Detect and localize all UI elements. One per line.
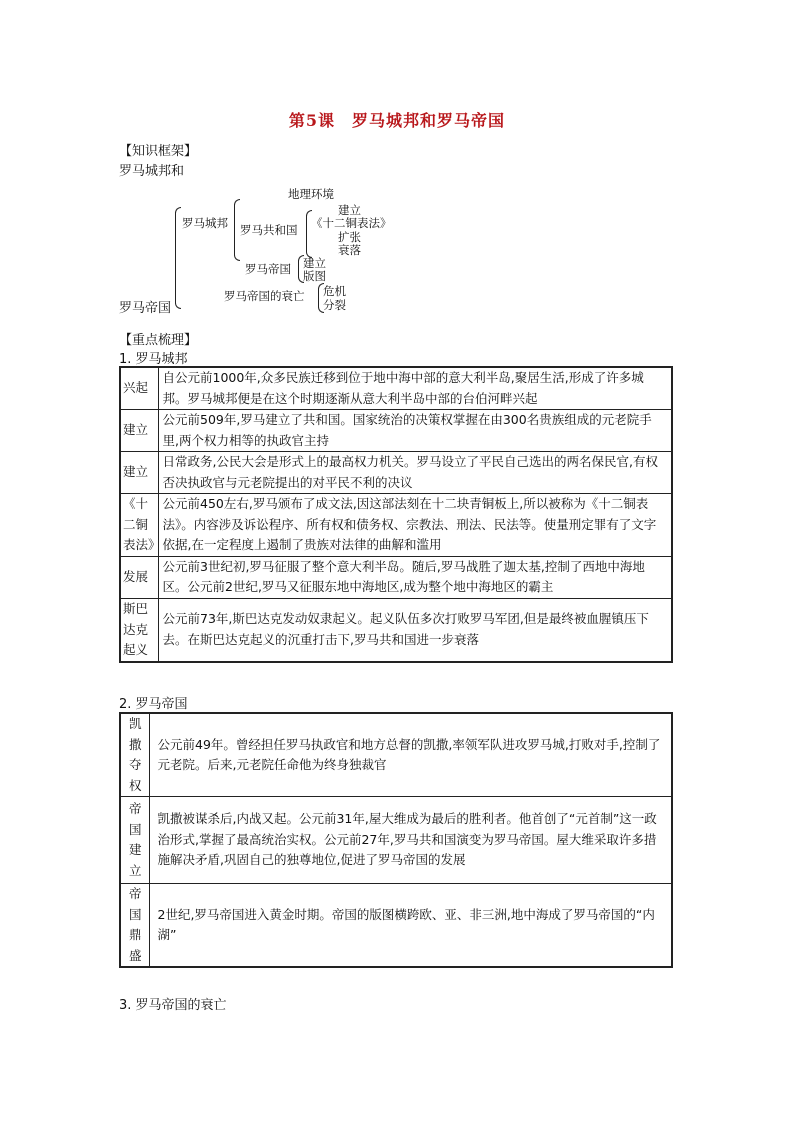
row-label: 帝国建立: [120, 797, 149, 884]
framework-bottom-label: 罗马帝国: [119, 301, 172, 316]
row-text: 公元前450左右,罗马颁布了成文法,因这部法刻在十二块青铜板上,所以被称为《十二铜表法》。内容涉及诉讼程序、所有权和债务权、宗教法、刑法、民法等。使量刑定罪有了文字依据,在一定程度上遏制了贵族对法律的曲解和滥用: [158, 494, 672, 557]
framework-heading: 【知识框架】: [119, 144, 198, 159]
row-label: 凯撒夺权: [120, 713, 149, 797]
row-label: 《十二铜表法》: [120, 494, 158, 557]
empire-item-2: 版图: [303, 269, 326, 283]
city-state-label: 罗马城邦: [182, 216, 228, 230]
row-label: 发展: [120, 556, 158, 598]
row-text: 凯撒被谋杀后,内战又起。公元前31年,屋大维成为最后的胜利者。他首创了“元首制”这一政治形式,掌握了最高统治实权。公元前27年,罗马共和国演变为罗马帝国。屋大维采取许多措施解决矛盾,巩固自己的独尊地位,促进了罗马帝国的发展: [149, 797, 672, 884]
table-row: [120, 884, 672, 968]
table-row: [120, 713, 672, 797]
row-text: 公元前3世纪初,罗马征服了整个意大利半岛。随后,罗马战胜了迦太基,控制了西地中海地区。公元前2世纪,罗马又征服东地中海地区,成为整个地中海地区的霸主: [158, 556, 672, 598]
row-text: 公元前509年,罗马建立了共和国。国家统治的决策权掌握在由300名贵族组成的元老院手里,两个权力相等的执政官主持: [158, 410, 672, 452]
decline-item-1: 危机: [323, 284, 346, 298]
republic-label: 罗马共和国: [240, 223, 298, 237]
table-row: [120, 410, 672, 452]
table-row: [120, 556, 672, 598]
row-text: 2世纪,罗马帝国进入黄金时期。帝国的版图横跨欧、亚、非三洲,地中海成了罗马帝国的“内湖”: [149, 884, 672, 968]
page-title: 第5课 罗马城邦和罗马帝国: [288, 111, 506, 130]
section2-heading: 2. 罗马帝国: [119, 697, 188, 712]
section1-heading: 1. 罗马城邦: [119, 352, 188, 367]
republic-item-4: 衰落: [338, 243, 361, 257]
row-label: 斯巴达克起义: [120, 598, 158, 662]
row-text: 公元前73年,斯巴达克发动奴隶起义。起义队伍多次打败罗马军团,但是最终被血腥镇压下去。在斯巴达克起义的沉重打击下,罗马共和国进一步衰落: [158, 598, 672, 662]
row-text: 日常政务,公民大会是形式上的最高权力机关。罗马设立了平民自己选出的两名保民官,有权否决执政官与元老院提出的对平民不利的决议: [158, 452, 672, 494]
row-text: 自公元前1000年,众多民族迁移到位于地中海中部的意大利半岛,聚居生活,形成了许多城邦。罗马城邦便是在这个时期逐渐从意大利半岛中部的台伯河畔兴起: [158, 367, 672, 410]
republic-item-3: 扩张: [338, 230, 361, 244]
table-row: [120, 598, 672, 662]
republic-item-1: 建立: [338, 203, 361, 217]
focus-heading: 【重点梳理】: [119, 333, 198, 348]
row-label: 帝国鼎盛: [120, 884, 149, 968]
table-row: [120, 367, 672, 410]
row-label: 建立: [120, 410, 158, 452]
empire-label: 罗马帝国: [245, 262, 291, 276]
row-label: 兴起: [120, 367, 158, 410]
decline-item-2: 分裂: [323, 298, 346, 312]
republic-item-2: 《十二铜表法》: [311, 216, 392, 230]
row-text: 公元前49年。曾经担任罗马执政官和地方总督的凯撒,率领军队进攻罗马城,打败对手,控制了元老院。后来,元老院任命他为终身独裁官: [149, 713, 672, 797]
roman-empire-table: [119, 712, 673, 968]
table-row: [120, 797, 672, 884]
row-label: 建立: [120, 452, 158, 494]
section3-heading: 3. 罗马帝国的衰亡: [119, 998, 227, 1013]
main-brace: [175, 207, 181, 309]
table-row: [120, 494, 672, 557]
roman-city-state-table: [119, 366, 673, 663]
geo-env-label: 地理环境: [288, 187, 334, 201]
framework-top-label: 罗马城邦和: [119, 164, 185, 179]
decline-label: 罗马帝国的衰亡: [224, 289, 305, 303]
table-row: [120, 452, 672, 494]
empire-item-1: 建立: [303, 256, 326, 270]
